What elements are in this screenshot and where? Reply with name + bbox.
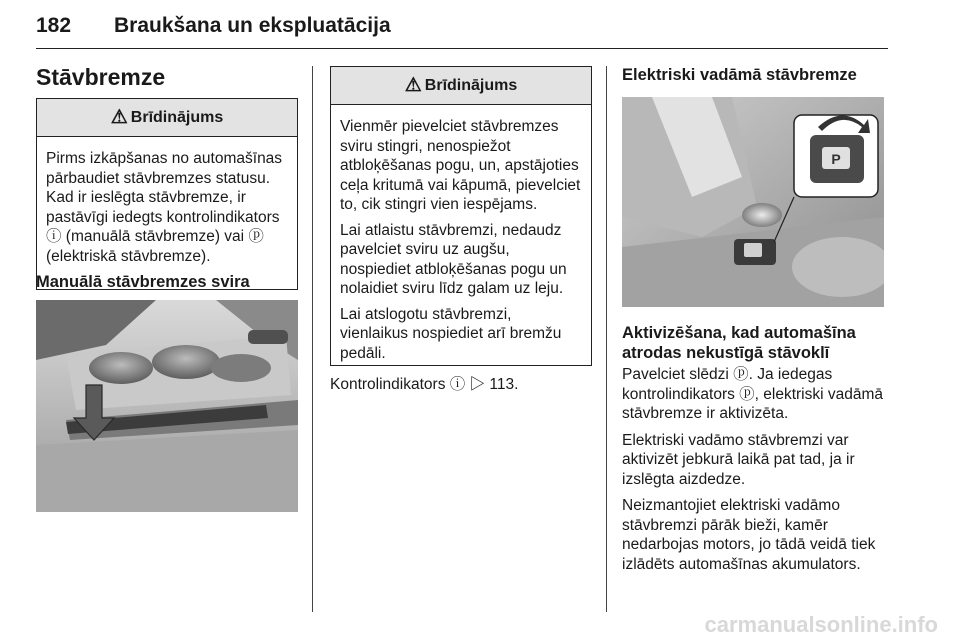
paragraph-3: Neizmantojiet elektriski vadāmo stāvbremzi pārāk bieži, kamēr nedarbojas motors, jo tādā veidā tiek izlādēts automašīnas akumulators. — [622, 497, 876, 573]
page-number: 182 — [36, 14, 72, 37]
manual-lever-heading: Manuālā stāvbremzes svira — [36, 273, 250, 291]
svg-text:P: P — [831, 151, 841, 167]
warning-body — [331, 105, 591, 377]
electric-brake-switch-image — [622, 97, 884, 307]
electric-brake-heading: Elektriski vadāmā stāvbremze — [622, 66, 857, 84]
warning-box-middle — [330, 66, 592, 366]
warning-box-left — [36, 98, 298, 290]
warning-body — [37, 137, 297, 280]
warning-triangle-icon: ⚠ — [110, 107, 128, 128]
warning-text: Pirms izkāpšanas no automašīnas pārbaudiet stāvbremzes statusu. Kad ir ieslēgta stāvbremze, ir pastāvīgi iedegts kontrolindikators ⓘ (manuālā stāvbremze) vai ⓟ (elektriskā stāvbremze). — [46, 150, 283, 265]
warning-title: Brīdinājums — [130, 108, 224, 126]
warning-triangle-icon: ⚠ — [404, 75, 422, 96]
warning-title: Brīdinājums — [424, 76, 518, 94]
warning-paragraph-2: Lai atlaistu stāvbremzi, nedaudz pavelciet sviru uz augšu, nospiediet atbloķēšanas pogu un nolaidiet sviru līdz galam uz leju. — [340, 221, 567, 297]
manual-brake-lever-image — [36, 300, 298, 512]
activation-heading: Aktivizēšana, kad automašīna atrodas nekustīgā stāvoklī — [622, 324, 856, 362]
paragraph-2: Elektriski vadāmo stāvbremzi var aktivizēt jebkurā laikā pat tad, ja ir izslēgta aizdedze. — [622, 431, 855, 488]
warning-paragraph-3: Lai atslogotu stāvbremzi, vienlaikus nospiediet arī bremžu pedāli. — [340, 305, 562, 362]
warning-header — [331, 67, 591, 105]
warning-header — [37, 99, 297, 137]
section-title: Braukšana un ekspluatācija — [114, 14, 391, 37]
warning-paragraph-1: Vienmēr pievelciet stāvbremzes sviru stingri, nenospiežot atbloķēšanas pogu, un, apstājoties ceļa kritumā vai kāpumā, pievelciet to, cik stingri vien iespējams. — [340, 118, 581, 213]
indicator-reference: Kontrolindikators ⓘ ▷ 113. — [330, 376, 519, 393]
column-divider-2 — [606, 66, 607, 612]
electric-brake-text — [622, 365, 894, 581]
parking-brake-heading: Stāvbremze — [36, 64, 166, 90]
watermark: carmanualsonline.info — [704, 612, 938, 637]
paragraph-1: Pavelciet slēdzi ⓟ. Ja iedegas kontrolindikators ⓟ, elektriski vadāmā stāvbremze ir aktivizēta. — [622, 366, 884, 422]
column-divider-1 — [312, 66, 313, 612]
header-rule — [36, 48, 888, 49]
